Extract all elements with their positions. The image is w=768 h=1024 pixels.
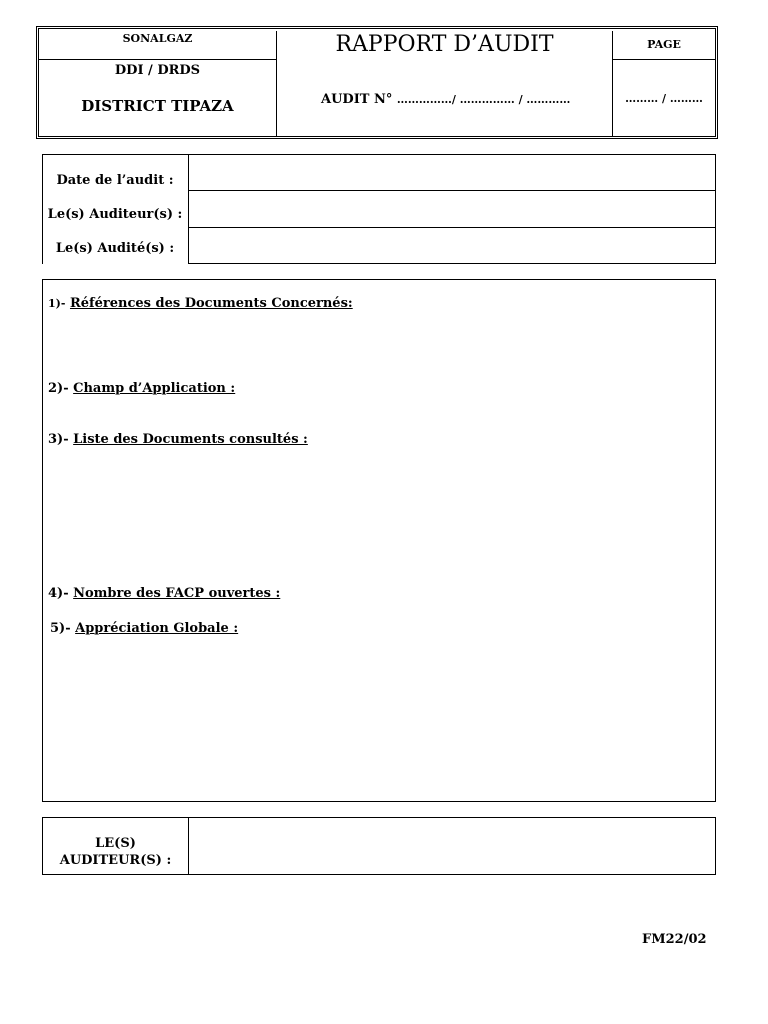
audit-number bbox=[321, 92, 570, 107]
section-global-assessment bbox=[50, 621, 238, 636]
section-number: 3)- bbox=[48, 432, 69, 447]
section-title: Références des Documents Concernés: bbox=[69, 296, 353, 311]
auditors-label: Le(s) Auditeur(s) : bbox=[47, 207, 183, 222]
section-facp-count bbox=[48, 586, 280, 601]
audit-date-label: Date de l’audit : bbox=[56, 173, 174, 188]
section-title: Nombre des FACP ouvertes : bbox=[73, 586, 281, 601]
audit-date-field[interactable] bbox=[189, 155, 715, 190]
label-line: LE(S) bbox=[95, 836, 136, 851]
section-number: 5)- bbox=[50, 621, 71, 636]
section-title: Liste des Documents consultés : bbox=[73, 432, 308, 447]
audit-number-label: AUDIT N° bbox=[321, 92, 393, 107]
table-row-divider bbox=[188, 263, 716, 264]
page-label: PAGE bbox=[647, 38, 681, 51]
form-code: FM22/02 bbox=[642, 932, 707, 947]
auditors-field[interactable] bbox=[189, 191, 715, 227]
section-title: Champ d’Application : bbox=[73, 381, 236, 396]
report-body bbox=[42, 279, 716, 802]
section-documents-consulted bbox=[48, 432, 308, 447]
audit-info-table bbox=[42, 154, 716, 264]
auditor-signature-table bbox=[42, 817, 716, 875]
section-scope bbox=[48, 381, 235, 396]
division-label: DDI / DRDS bbox=[114, 63, 201, 78]
header-divider bbox=[39, 59, 276, 60]
auditees-label: Le(s) Audité(s) : bbox=[55, 241, 175, 256]
page-number-field[interactable]: ……… / ……… bbox=[625, 92, 703, 105]
report-header bbox=[36, 26, 718, 139]
auditees-field[interactable] bbox=[189, 228, 715, 263]
label-line: AUDITEUR(S) : bbox=[59, 853, 172, 868]
audit-number-field[interactable]: ……………/ …………… / ………… bbox=[396, 93, 571, 106]
district-name: DISTRICT TIPAZA bbox=[81, 97, 234, 115]
section-number: 1)- bbox=[48, 297, 66, 310]
table-border bbox=[715, 154, 716, 264]
report-title: RAPPORT D’AUDIT bbox=[335, 32, 554, 57]
section-documents-references bbox=[48, 296, 353, 311]
section-number: 4)- bbox=[48, 586, 69, 601]
auditor-signature-label bbox=[43, 835, 188, 869]
company-name: SONALGAZ bbox=[122, 32, 193, 45]
header-divider bbox=[612, 59, 715, 60]
auditor-signature-field[interactable] bbox=[189, 818, 715, 874]
section-number: 2)- bbox=[48, 381, 69, 396]
section-title: Appréciation Globale : bbox=[75, 621, 239, 636]
